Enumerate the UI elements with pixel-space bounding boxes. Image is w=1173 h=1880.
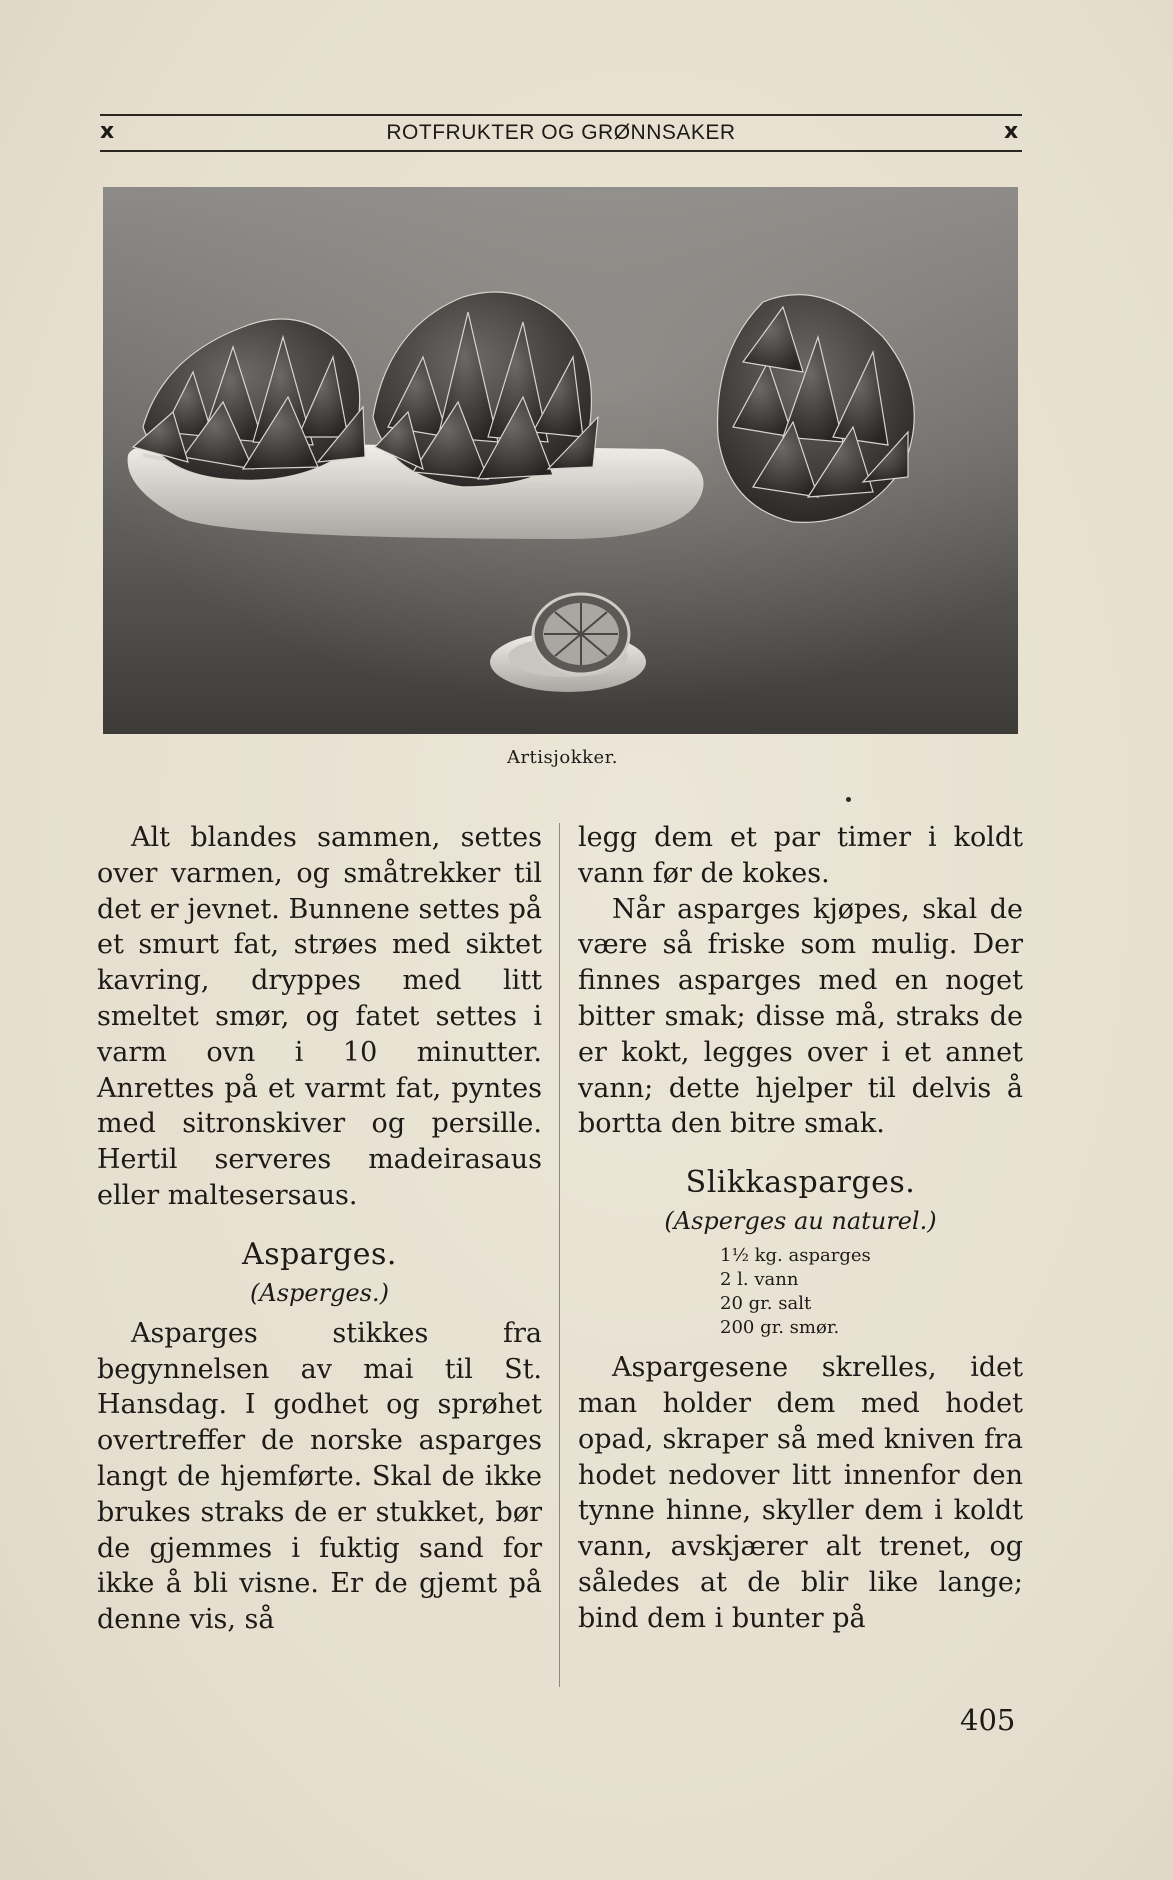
header-rule-top: [100, 114, 1022, 116]
header-rule-bottom: [100, 150, 1022, 152]
left-column: [97, 820, 542, 1638]
right-column: [578, 820, 1023, 1637]
ingredient-item: 1½ kg. asparges: [720, 1245, 871, 1267]
left-paragraph-2: Asparges stikkes fra begynnelsen av mai til St. Hansdag. I godhet og sprøhet overtreffer de norske asparges langt de hjemførte. Skal de ikke brukes straks de er stukket, bør de gjemmes i fuktig sand for ikke å bli visne. Er de gjemt på denne vis, så: [97, 1317, 542, 1636]
section-heading-asparges: Asparges.: [242, 1236, 397, 1272]
ingredient-item: 200 gr. smør.: [720, 1317, 840, 1339]
figure-caption: Artisjokker.: [506, 747, 619, 768]
right-paragraph-2: Når asparges kjøpes, skal de være så friske som mulig. Der finnes asparges med en noget bitter smak; disse må, straks de er kokt, legges over i et annet vann; dette hjelper til delvis å bortta den bitre smak.: [578, 893, 1023, 1140]
page-number: 405: [960, 1703, 1016, 1737]
lemon-slice: [533, 594, 629, 674]
section-subheading-asperges: (Asperges.): [250, 1278, 389, 1307]
column-divider: [559, 823, 560, 1687]
right-paragraph-1: legg dem et par timer i koldt vann før de kokes.: [578, 822, 1023, 889]
ingredient-list: [720, 1244, 1023, 1340]
running-header-title: ROTFRUKTER OG GRØNNSAKER: [386, 121, 736, 144]
section-heading-slikkasparges: Slikkasparges.: [685, 1165, 916, 1201]
right-paragraph-3: Aspargesene skrelles, idet man holder dem med hodet opad, skraper så med kniven fra hodet nedover litt innenfor den tynne hinne, skyller dem i koldt vann, avskjærer alt trenet, og således at de blir like lange; bind dem i bunter på: [578, 1352, 1023, 1634]
header-ornament-right: x: [1004, 119, 1019, 144]
section-subheading-asperges-au-naturel: (Asperges au naturel.): [664, 1207, 937, 1236]
left-paragraph-1: Alt blandes sammen, settes over varmen, og småtrekker til det er jevnet. Bunnene settes på et smurt fat, strøes med siktet kavring, dryppes med litt smeltet smør, og fatet settes i varm ovn i 10 minutter. Anrettes på et varmt fat, pyntes med sitronskiver og persille. Hertil serveres madeirasaus eller maltesersaus.: [97, 822, 542, 1211]
ingredient-item: 2 l. vann: [720, 1269, 799, 1291]
ingredient-item: 20 gr. salt: [720, 1293, 812, 1315]
header-ornament-left: x: [100, 119, 115, 144]
print-speck: [846, 797, 851, 802]
artichoke-photograph: [103, 187, 1018, 734]
